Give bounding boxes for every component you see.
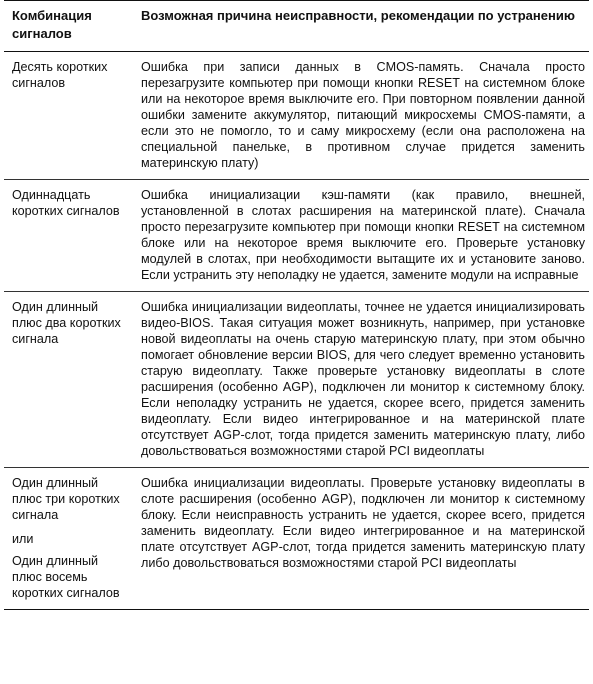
- header-row: [4, 1, 589, 52]
- cause-description-cell: Ошибка инициализации видеоплаты, точнее не удается инициализировать видео-BIOS. Такая ситуация может возникнуть, например, при установке новой видеоплаты на очень старую материнскую плату, при этом обычно помогает обновление версии BIOS, для чего следует временно установить старую видеоплату. Также проверьте установку видеоплаты в слоте расширения (особенно AGP), подключен ли монитор к системному блоку. Если неполадку устранить не удается, скорее всего, придется заменить видеоплату. Если видео интегрированное и на материнской плате отсутствует AGP-слот, тогда придется заменить материнскую плату, либо довольствоваться возможностями старой PCI видеоплаты: [131, 292, 589, 468]
- cause-description-cell: Ошибка инициализации видеоплаты. Проверьте установку видеоплаты в слоте расширения (особенно AGP), подключен ли монитор к системному блоку. Если неисправность устранить не удается, скорее всего, придется заменить видеоплату. Если видео интегрированное и на материнской плате отсутствует AGP-слот, тогда придется заменить материнскую плату либо довольствоваться возможностями старой PCI видеоплаты: [131, 468, 589, 610]
- table-row: [4, 468, 589, 610]
- header-signal-combination: Комбинация сигналов: [4, 1, 131, 52]
- signal-combination-a: Один длинный плюс три коротких сигнала: [12, 476, 120, 522]
- signal-combination-cell: Десять коротких сигналов: [4, 52, 131, 180]
- or-separator: или: [12, 532, 34, 546]
- signal-combination-cell: Одиннадцать коротких сигналов: [4, 180, 131, 292]
- table-body: [4, 52, 589, 610]
- cause-description-cell: Ошибка инициализации кэш-памяти (как правило, внешней, установленной в слотах расширения на материнской плате). Сначала просто перезагрузите компьютер при помощи кнопки RESET на системном блоке или на некоторое время выключите его. Проверьте установку модулей в слотах, при необходимости вытащите их и установите заново. Если устранить эту неполадку не удается, замените модули на исправные: [131, 180, 589, 292]
- table-header: [4, 1, 589, 52]
- beep-codes-table: [4, 0, 589, 610]
- cause-description-cell: Ошибка при записи данных в CMOS-память. Сначала просто перезагрузите компьютер при помощи кнопки RESET на системном блоке или на некоторое время выключите его. При повторном появлении данной ошибки замените аккумулятор, питающий микросхемы CMOS-памяти, а если это не помогло, то и саму микросхему (если она расположена на специальной панельке, в противном случае придется заменить материнскую плату): [131, 52, 589, 180]
- signal-combination-cell: Один длинный плюс два коротких сигнала: [4, 292, 131, 468]
- table-row: [4, 180, 589, 292]
- header-cause-and-fix: Возможная причина неисправности, рекомендации по устранению: [131, 1, 589, 52]
- signal-combination-cell: [4, 468, 131, 610]
- table-row: [4, 292, 589, 468]
- signal-combination-b: Один длинный плюс восемь коротких сигналов: [12, 554, 120, 600]
- table-row: [4, 52, 589, 180]
